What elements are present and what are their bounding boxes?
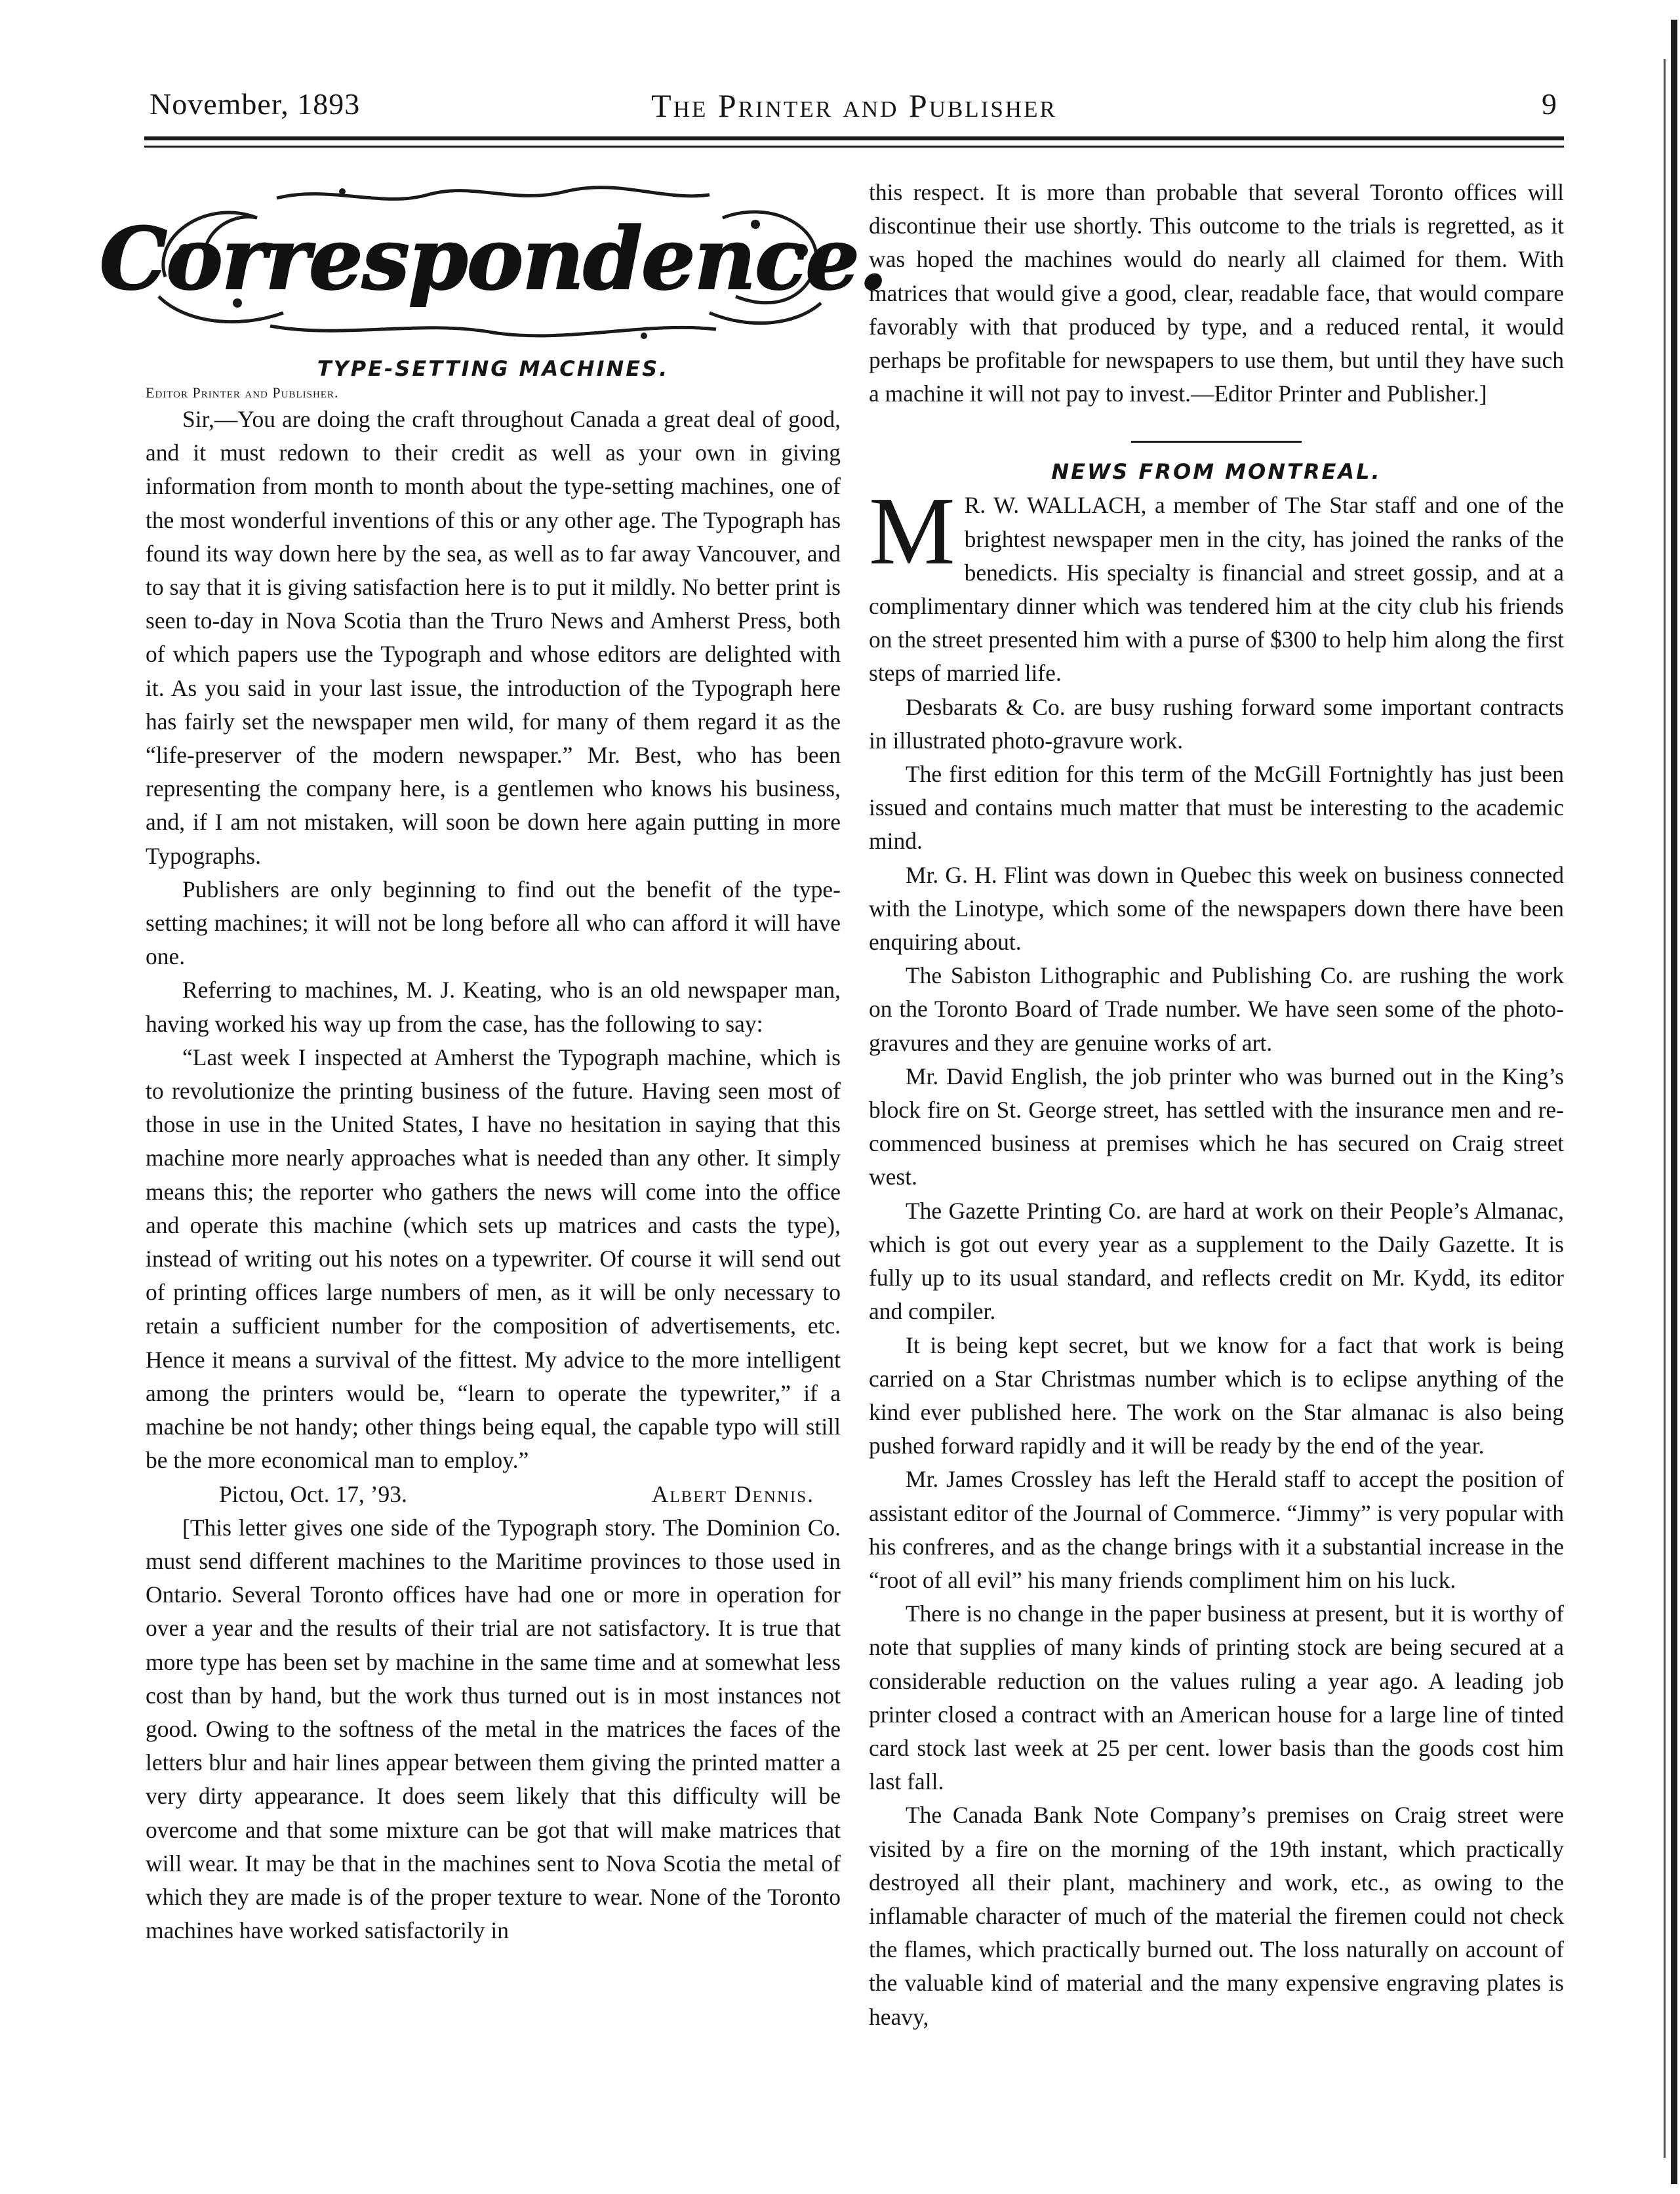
letter-signature: Albert Dennis.: [651, 1480, 814, 1507]
letter-signoff: [146, 1478, 841, 1511]
news-paragraph: Desbarats & Co. are busy rushing forward some important contracts in illustrated photo-gravure work.: [869, 693, 1564, 754]
right-column: [869, 176, 1564, 2034]
banner-title: Correspondence.: [99, 209, 887, 309]
news-paragraph: There is no change in the paper business at present, but it is worthy of note that supplies of many kinds of printing stock are being secured at a considerable reduction on the values ruling a year ago. A leading job printer closed a contract with an American house for a large line of tinted card stock last week at 25 per cent. lower basis than the goods cost him last fall.: [869, 1600, 1564, 1795]
header-rule-thin: [144, 146, 1564, 148]
letter-quote: “Last week I inspected at Amherst the Typograph machine, which is to revolutionize the printing business of the future. Having seen most of those in use in the United States, I have no hesitation in saying that this machine more nearly approaches what is needed than any other. It simply means this; the reporter who gathers the news will come into the office and operate this machine (which sets up matrices and casts the type), instead of writing out his notes on a typewriter. Of course it will send out of printing offices large numbers of men, as it will be only necessary to retain a sufficient number for the composition of advertisements, etc. Hence it means a survival of the fittest. My advice to the more intelligent among the printers would be, “learn to operate the typewriter,” if a machine be not handy; other things being equal, the capable typo will still be the more economical man to employ.”: [146, 1044, 841, 1474]
left-column: [99, 172, 887, 1947]
news-paragraph: The Canada Bank Note Company’s premises on Craig street were visited by a fire on the morning of the 19th instant, which practically destroyed all their plant, machinery and work, etc., as owing to the inflamable character of much of the material the firemen could not check the flames, which practically burned out. The loss naturally on account of the valuable kind of material and the many expensive engraving plates is heavy,: [869, 1802, 1564, 2030]
news-paragraph: Mr. G. H. Flint was down in Quebec this week on business connected with the Linotype, which some of the newspapers down there have been enquiring about.: [869, 861, 1564, 956]
news-paragraph: It is being kept secret, but we know for a fact that work is being carried on a Star Christmas number which is to eclipse anything of the kind ever published here. The work on the Star almanac is also being pushed forward rapidly and it will be ready by the end of the year.: [869, 1331, 1564, 1459]
news-paragraph: Mr. James Crossley has left the Herald staff to accept the position of assistant editor of the Journal of Commerce. “Jimmy” is very popular with his confreres, and as the change brings with it a substantial increase in the “root of all evil” his many friends compliment him on his luck.: [869, 1466, 1564, 1593]
lead-paragraph-text: R. W. WALLACH, a member of The Star staff and one of the brightest newspaper men in the city, has joined the ranks of the benedicts. His specialty is financial and street gossip, and at a complimentary dinner which was tendered him at the city club his friends on the street presented him with a purse of $300 to help him along the first steps of married life.: [869, 492, 1564, 687]
letter-paragraph: Sir,—You are doing the craft throughout Canada a great deal of good, and it must redown to their credit as well as your own in giving information from month to month about the type-setting machines, one of the most wonderful inventions of this or any other age. The Typograph has found its way down here by the sea, as well as to far away Vancouver, and to say that it is giving satisfaction here is to put it mildly. No better print is seen to-day in Nova Scotia than the Truro News and Amherst Press, both of which papers use the Typograph and whose editors are delighted with it. As you said in your last issue, the introduction of the Typograph here has fairly set the newspaper men wild, for many of them regard it as the “life-preserver of the modern newspaper.” Mr. Best, who has been representing the company here, is a gentlemen who knows his business, and, if I am not mistaken, will soon be down here again putting in more Typographs.: [146, 406, 841, 869]
editor-note: [This letter gives one side of the Typograph story. The Dominion Co. must send different machines to the Maritime provinces to those used in Ontario. Several Toronto offices have had one or more in operation for over a year and the results of their trial are not satisfactory. It is true that more type has been set by machine in the same time and at somewhat less cost than by hand, but the work thus turned out is in most instances not good. Owing to the softness of the metal in the matrices the faces of the letters blur and hair lines appear between them giving the printed matter a very dirty appearance. It does seem likely that this difficulty will be overcome and that some mixture can be got that will make matrices that will wear. It may be that in the machines sent to Nova Scotia the metal of which they are made is of the proper texture to wear. None of the Toronto machines have worked satisfactorily in: [146, 1514, 841, 1944]
editor-note-continuation: this respect. It is more than probable that several Toronto offices will discontinue their use shortly. This outcome to the trials is regretted, as it was hoped the machines would do nearly all claimed for them. With matrices that would give a good, clear, readable face, that would compare favorably with that produced by type, and a reduced rental, it would perhaps be profitable for newspapers to use them, but until they have such a machine it will not pay to invest.—Editor Printer and Publisher.]: [869, 179, 1564, 407]
article-heading: TYPE-SETTING MACHINES.: [317, 356, 670, 381]
letter-paragraph: Publishers are only beginning to find out the benefit of the type-setting machines; it will not be long before all who can afford it will have one.: [146, 876, 841, 970]
scan-edge-line: [1664, 59, 1666, 2158]
section-divider: [1131, 441, 1302, 443]
drop-cap: M: [869, 477, 955, 586]
news-paragraph: The first edition for this term of the McGill Fortnightly has just been issued and contains much matter that must be interesting to the academic mind.: [869, 761, 1564, 855]
letter-place-date: Pictou, Oct. 17, ’93.: [219, 1480, 407, 1507]
news-paragraph: Mr. David English, the job printer who was burned out in the King’s block fire on St. George street, has settled with the insurance men and re-commenced business at premises which he has secured on Craig street west.: [869, 1063, 1564, 1190]
correspondence-banner: [99, 172, 887, 349]
scan-edge: [1671, 20, 1677, 2184]
editor-address: Editor Printer and Publisher.: [146, 384, 339, 401]
header-rule-thick: [144, 136, 1564, 140]
lead-paragraph: [869, 477, 1564, 690]
news-paragraph: The Gazette Printing Co. are hard at work on their People’s Almanac, which is got out every year as a supplement to the Daily Gazette. It is fully up to its usual standard, and reflects credit on Mr. Kydd, its editor and compiler.: [869, 1197, 1564, 1325]
section-heading: NEWS FROM MONTREAL.: [1051, 459, 1382, 485]
issue-date: November, 1893: [150, 87, 361, 121]
letter-paragraph: Referring to machines, M. J. Keating, who is an old newspaper man, having worked his way up from the case, has the following to say:: [146, 977, 841, 1037]
running-header: [144, 87, 1564, 126]
publication-title: The Printer and Publisher: [651, 87, 1057, 124]
page-number: 9: [1542, 87, 1557, 121]
news-paragraph: The Sabiston Lithographic and Publishing Co. are rushing the work on the Toronto Board of Trade number. We have seen some of the photo-gravures and they are genuine works of art.: [869, 962, 1564, 1056]
